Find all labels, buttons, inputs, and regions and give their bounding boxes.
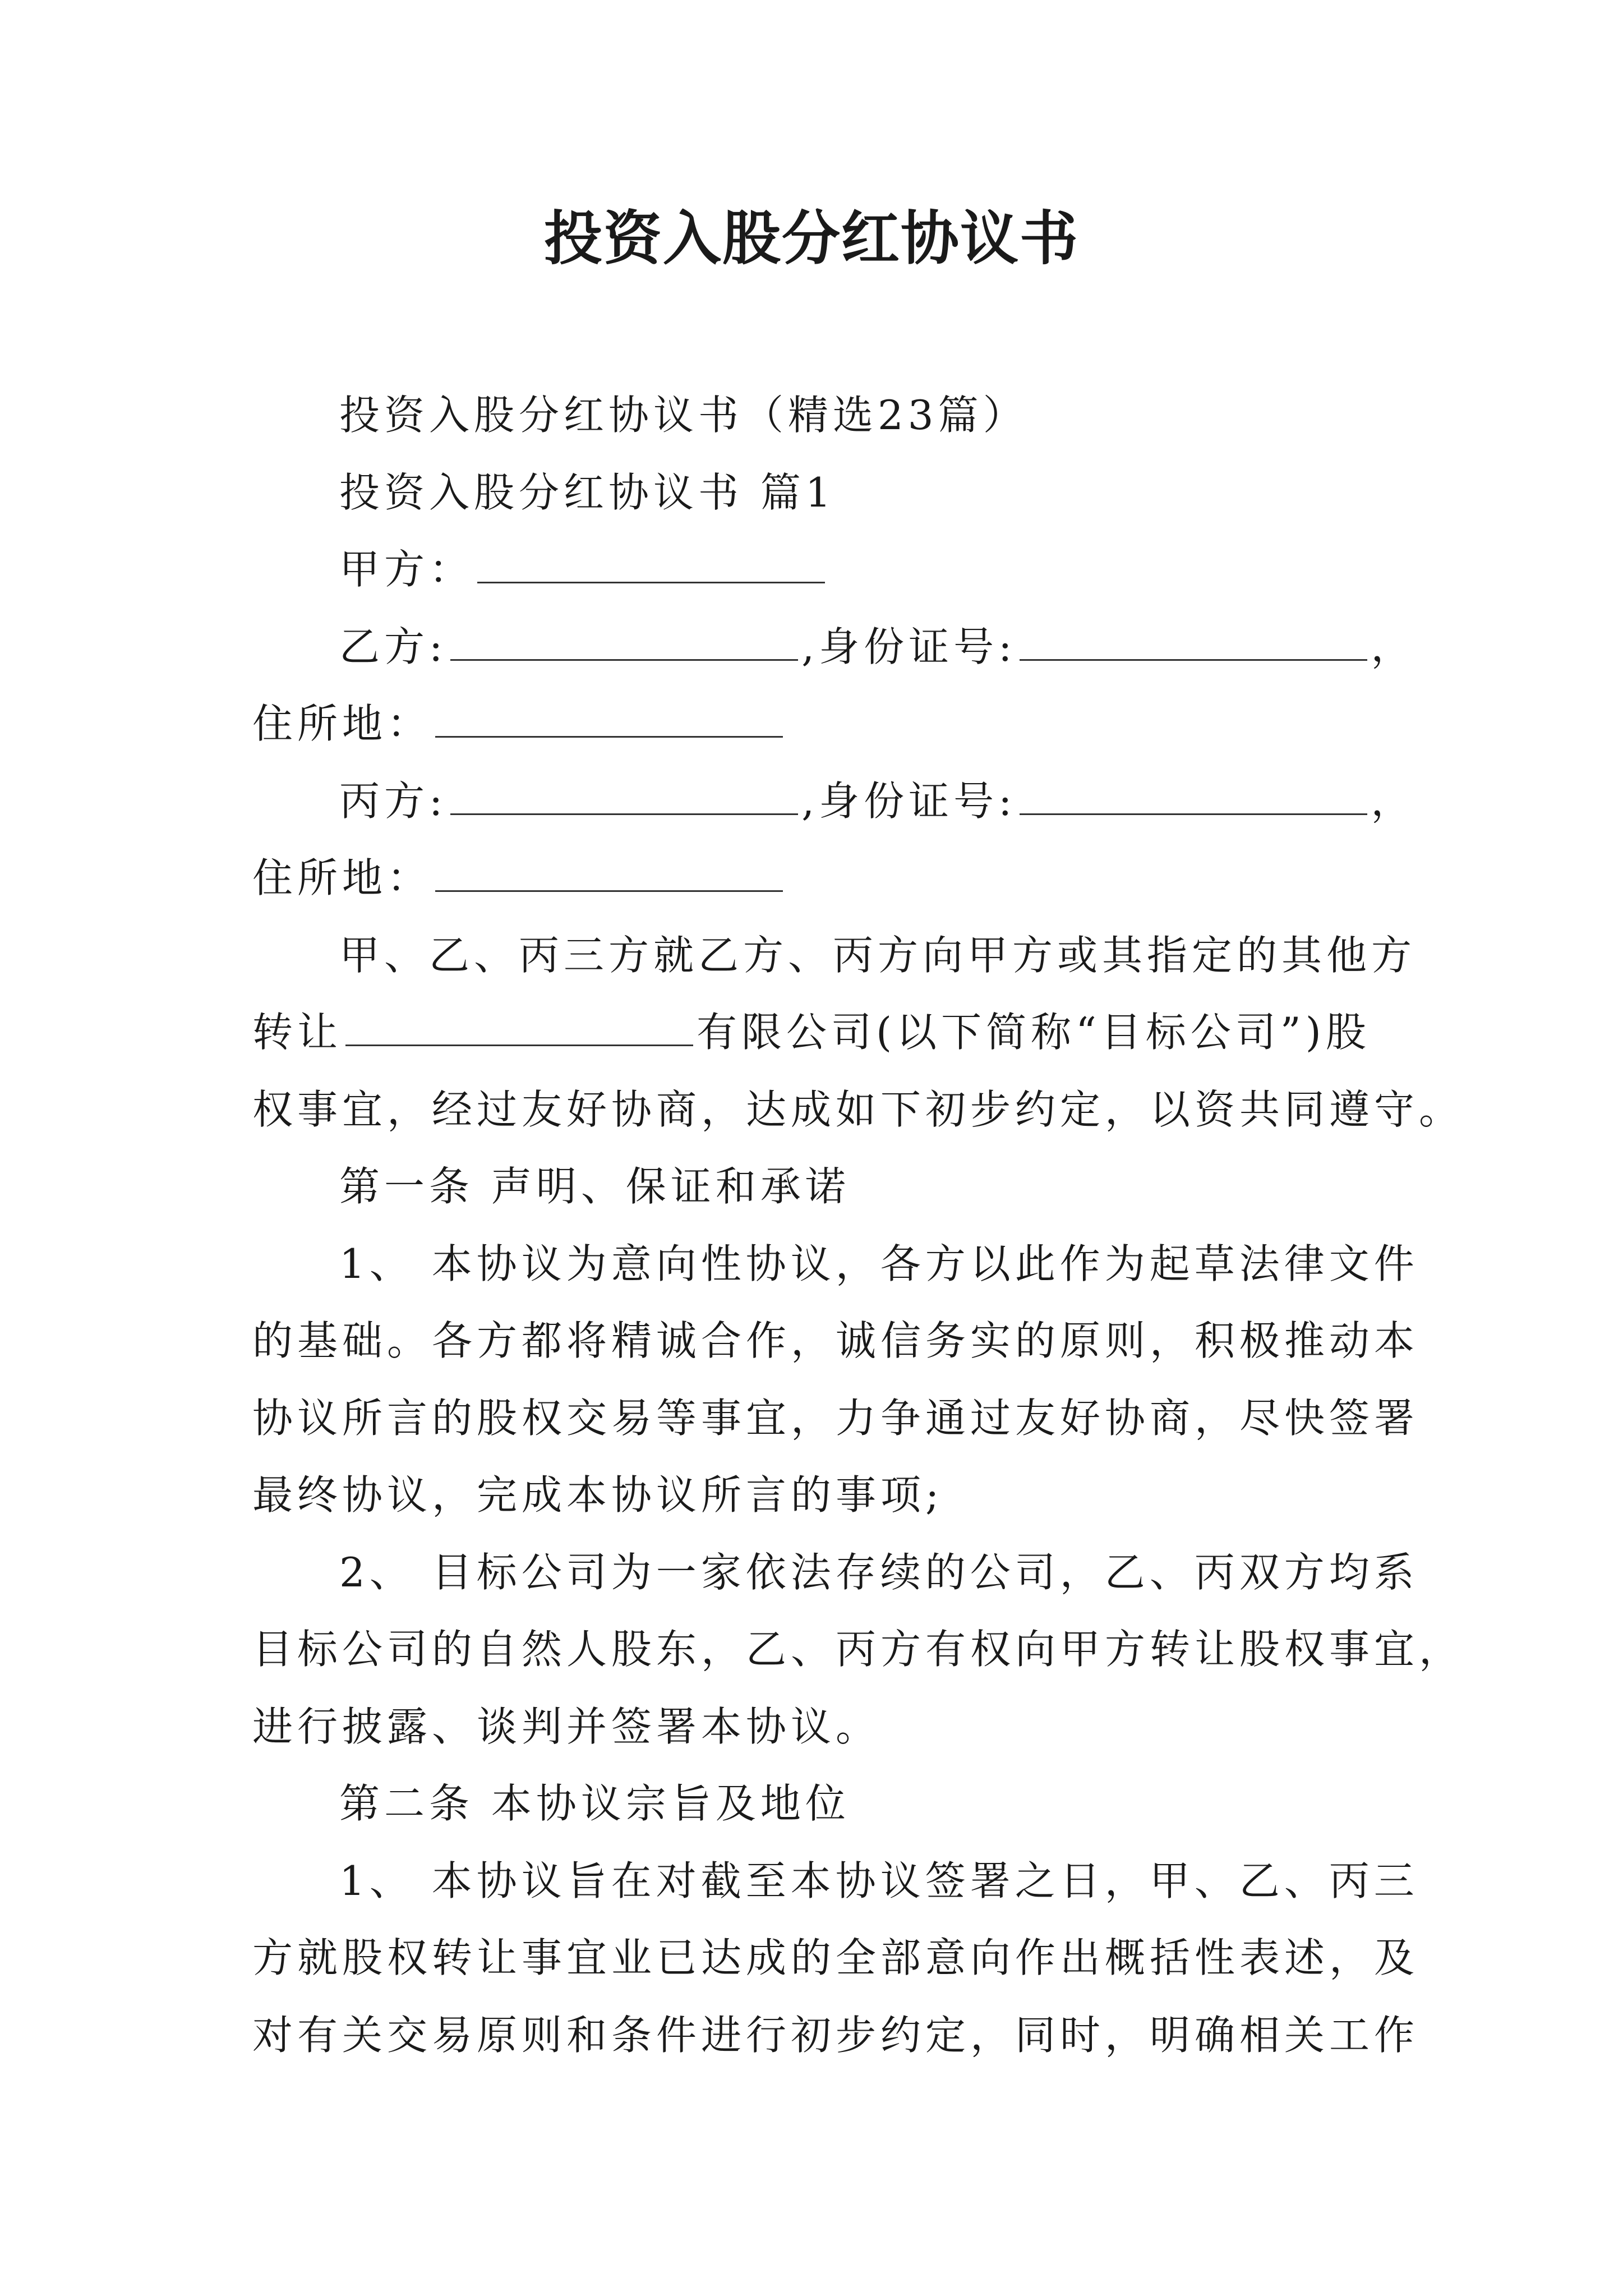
paragraph-line: 1、 本协议旨在对截至本协议签署之日，甲、乙、丙三	[339, 1857, 1419, 1904]
party-c-label: 丙方:	[339, 777, 448, 825]
party-c-name-blank	[450, 779, 798, 815]
paragraph-line: 协议所言的股权交易等事宜，力争通过友好协商，尽快签署	[252, 1395, 1419, 1442]
paragraph-line: 2、 目标公司为一家依法存续的公司，乙、丙双方均系	[339, 1549, 1419, 1596]
party-c-id-blank	[1020, 779, 1367, 815]
paragraph-line: 最终协议，完成本协议所言的事项;	[252, 1471, 944, 1519]
paragraph-line	[252, 1004, 1385, 1060]
party-b-address-blank	[435, 701, 783, 738]
paragraph-line: 对有关交易原则和条件进行初步约定，同时，明确相关工作	[252, 2012, 1419, 2059]
comma: ，	[1371, 777, 1416, 825]
paragraph-line: 目标公司的自然人股东，乙、丙方有权向甲方转让股权事宜，	[252, 1626, 1464, 1673]
paragraph-line: 进行披露、谈判并签署本协议。	[252, 1703, 881, 1750]
party-a-label: 甲方：	[339, 546, 474, 593]
article-heading: 第二条 本协议宗旨及地位	[339, 1780, 850, 1827]
party-c-line	[339, 773, 1472, 829]
paragraph-line: 方就股权转让事宜业已达成的全部意向作出概括性表述，及	[252, 1934, 1419, 1981]
party-b-label: 乙方:	[339, 623, 448, 670]
paragraph-line: 甲、乙、丙三方就乙方、丙方向甲方或其指定的其他方	[339, 932, 1417, 979]
paragraph-line: 1、 本协议为意向性协议，各方以此作为起草法律文件	[339, 1240, 1419, 1287]
address-label: 住所地：	[252, 700, 432, 747]
address-label: 住所地：	[252, 854, 432, 901]
paragraph-line: 权事宜，经过友好协商，达成如下初步约定，以资共同遵守。	[252, 1086, 1464, 1133]
comma: ，	[1371, 623, 1416, 670]
party-c-address-line	[252, 850, 1385, 906]
party-b-id-blank	[1020, 624, 1367, 661]
party-b-name-blank	[450, 624, 798, 661]
paragraph-line: 投资入股分红协议书 篇1	[339, 469, 836, 516]
paragraph-line: 的基础。各方都将精诚合作，诚信务实的原则，积极推动本	[252, 1317, 1419, 1364]
article-heading: 第一条 声明、保证和承诺	[339, 1163, 850, 1210]
id-number-label: ,身份证号:	[801, 623, 1017, 670]
text-fragment: 有限公司(以下简称“目标公司”)股	[697, 1009, 1371, 1056]
id-number-label: ,身份证号:	[801, 777, 1017, 825]
paragraph-line: 投资入股分红协议书（精选23篇）	[339, 392, 1028, 439]
company-name-blank	[345, 1010, 693, 1046]
text-fragment: 转让	[252, 1009, 343, 1056]
party-c-address-blank	[435, 855, 783, 892]
party-b-address-line	[252, 696, 1385, 752]
party-b-line	[339, 619, 1472, 675]
party-a-blank	[477, 547, 825, 583]
party-a-line	[339, 541, 1472, 597]
document-title: 投资入股分红协议书	[543, 204, 1079, 273]
